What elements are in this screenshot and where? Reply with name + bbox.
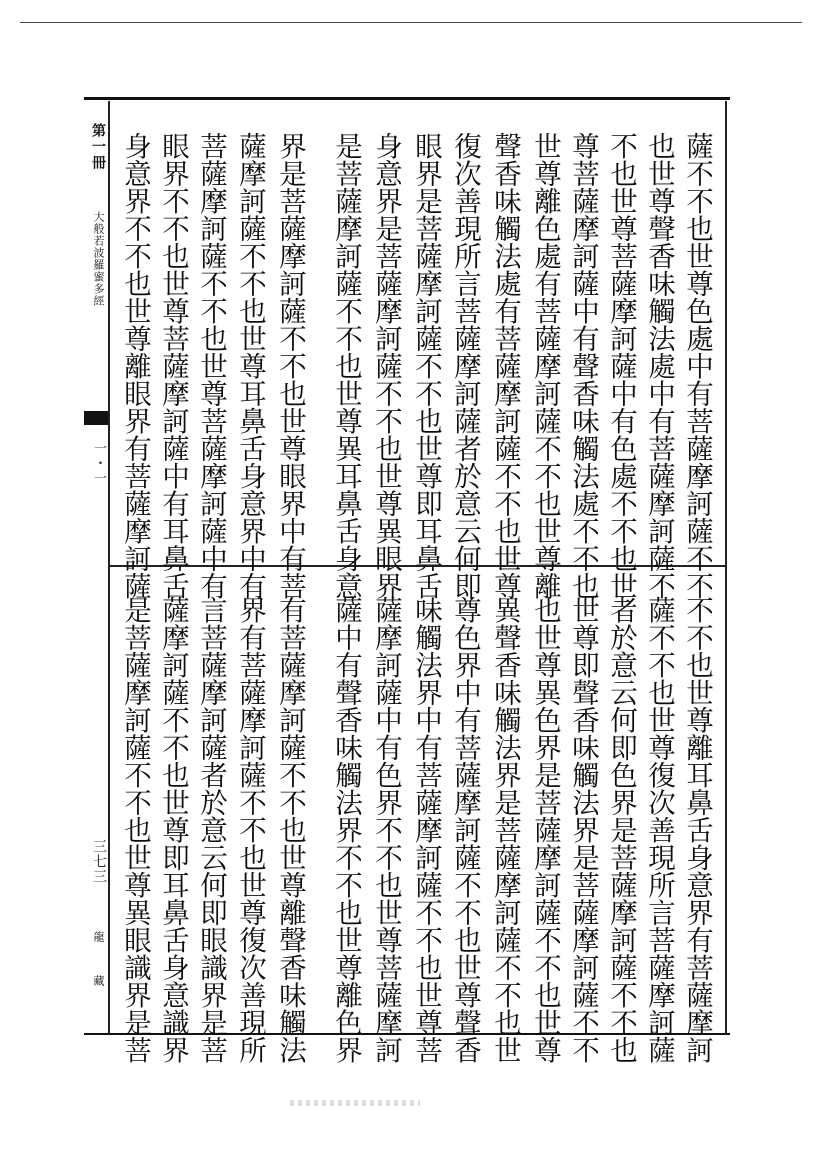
lower-column-4: 世尊即聲香味觸法界是菩薩摩訶薩不不 [567,596,599,1064]
upper-column-4: 尊菩薩摩訶薩中有聲香味觸法處不不也 [567,132,599,600]
upper-column-5: 世尊離色處有菩薩摩訶薩不不也世尊離 [529,132,561,600]
lower-column-13: 言菩薩摩訶薩者於意云何即眼識界是菩 [195,596,227,1064]
lower-column-15: 是菩薩摩訶薩不不也世尊異眼識界是菩 [119,596,151,1064]
scan-footer-artifact [290,1100,420,1106]
upper-column-12: 薩摩訶薩不不也世尊耳鼻舌身意界中有 [234,132,266,600]
upper-column-10: 是菩薩摩訶薩不不也世尊異耳鼻舌身意 [330,132,362,600]
upper-column-8: 眼界是菩薩摩訶薩不不也世尊即耳鼻舌 [410,132,442,600]
lower-column-10: 薩中有聲香味觸法界不不也世尊離色界 [330,596,362,1064]
upper-column-13: 菩薩摩訶薩不不也世尊菩薩摩訶薩中有 [195,132,227,600]
lower-column-11: 有菩薩摩訶薩不不也世尊離聲香味觸法 [274,596,306,1064]
publisher-mark: 龍 藏 [92,931,105,996]
lower-column-3: 者於意云何即色界是菩薩摩訶薩不不也 [605,596,637,1064]
upper-column-1: 薩不不也世尊色處中有菩薩摩訶薩不不 [681,132,713,600]
upper-column-11: 界是菩薩摩訶薩不不也世尊眼界中有菩 [274,132,306,600]
lower-column-6: 異聲香味觸法界是菩薩摩訶薩不不也世 [489,596,521,1064]
margin-black-tab [84,411,108,425]
upper-column-9: 身意界是菩薩摩訶薩不不也世尊異眼界 [370,132,402,600]
lower-column-9: 薩摩訶薩中有色界不不也世尊菩薩摩訶 [370,596,402,1064]
lower-column-14: 薩摩訶薩不不也世尊即耳鼻舌身意識界 [157,596,189,1064]
lower-column-8: 味觸法界中有菩薩摩訶薩不不也世尊菩 [410,596,442,1064]
upper-column-6: 聲香味觸法處有菩薩摩訶薩不不也世尊 [489,132,521,600]
lower-column-5: 也世尊異色界是菩薩摩訶薩不不也世尊 [529,596,561,1064]
upper-column-14: 眼界不不也世尊菩薩摩訶薩中有耳鼻舌 [157,132,189,600]
sutra-title: 大般若波羅蜜多經 [92,211,105,307]
page-number: 三七三 [91,839,107,884]
upper-column-3: 不也世尊菩薩摩訶薩中有色處不不也世 [605,132,637,600]
scan-top-rule [20,22,802,23]
upper-column-2: 也世尊聲香味觸法處中有菩薩摩訶薩不 [643,132,675,600]
frame-top-border [84,97,730,100]
upper-column-15: 身意界不不也世尊離眼界有菩薩摩訶薩 [119,132,151,600]
lower-column-12: 界有菩薩摩訶薩不不也世尊復次善現所 [234,596,266,1064]
upper-column-7: 復次善現所言菩薩摩訶薩者於意云何即 [449,132,481,600]
lower-column-2: 薩不不也世尊復次善現所言菩薩摩訶薩 [643,596,675,1064]
section-number: 一・一 [91,441,106,486]
volume-label: 第一冊 [90,123,106,171]
lower-column-7: 尊色界中有菩薩摩訶薩不不也世尊聲香 [449,596,481,1064]
margin-strip [84,101,108,1033]
lower-column-1: 不不也世尊離耳鼻舌身意界有菩薩摩訶 [681,596,713,1064]
